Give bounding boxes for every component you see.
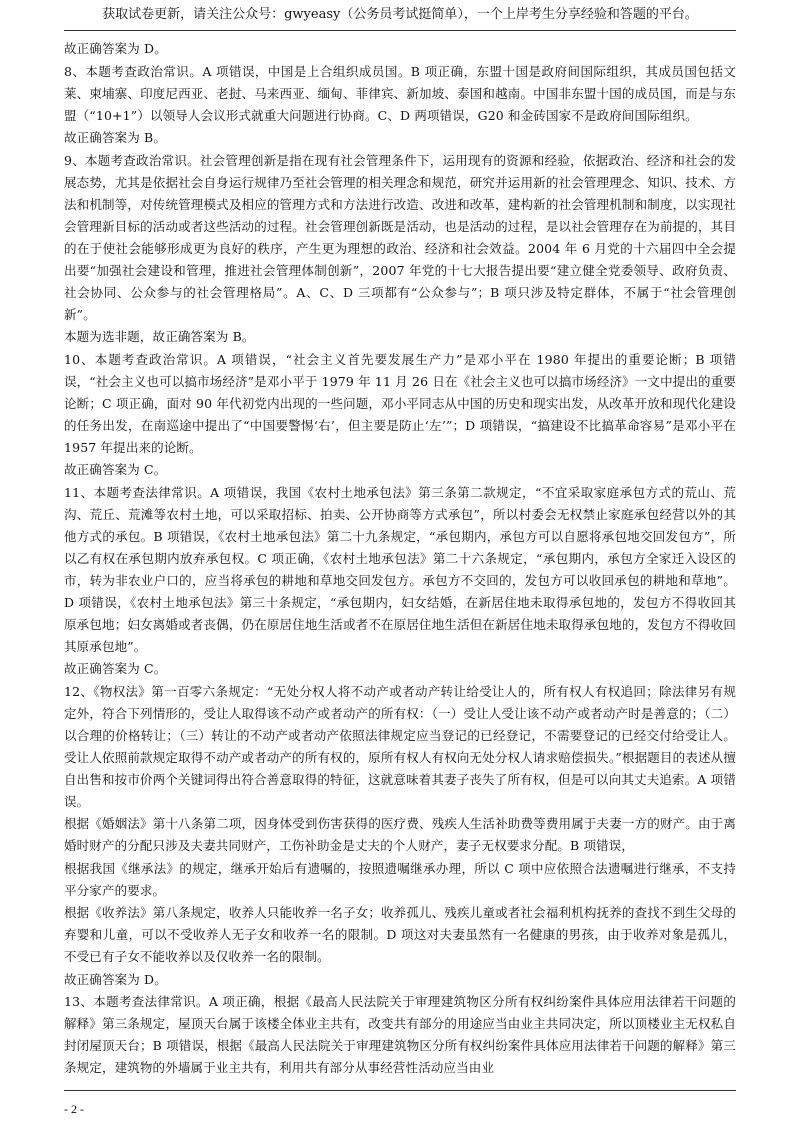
- answer-line: 故正确答案为 C。: [64, 462, 167, 477]
- explanation-paragraph: 12、《物权法》第一百零六条规定：“无处分权人将不动产或者动产转让给受让人的，所有权人有权追回；除法律另有规定外，符合下列情形的，受让人取得该不动产或者动产的所有权：（一）受让人受让该不动产或者动产时是善意的；（二）以合理的价格转让；（三）转让的不动产或者动产依照法律规定应当登记的已经登记，不需要登记的已经交付给受让人。受让人依照前款规定取得不动产或者动产的所有权的，原所有权人有权向无处分权人请求赔偿损失。”根据题目的表述从擅自出售和按市价两个关键词得出符合善意取得的特征，这就意味着其妻子丧失了所有权，但是可以向其丈夫追索。A 项错误。: [64, 683, 736, 809]
- explanation-paragraph: 根据《收养法》第八条规定，收养人只能收养一名子女；收养孤儿、残疾儿童或者社会福利机构抚养的查找不到生父母的弃婴和儿童，可以不受收养人无子女和收养一名的限制。D 项这对夫妻虽然有一名健康的男孩，由于收养对象是孤儿，不受已有子女不能收养以及仅收养一名的限制。: [64, 905, 736, 964]
- answer-line: 故正确答案为 D。: [64, 971, 167, 987]
- explanation-paragraph: 8、本题考查政治常识。A 项错误，中国是上合组织成员国。B 项正确，东盟十国是政府间国际组织，其成员国包括文莱、柬埔寨、印度尼西亚、老挝、马来西亚、缅甸、菲律宾、新加坡、泰国和越南。中国非东盟十国的成员国，而是与东盟（“10+1”）以领导人会议形式就重大问题进行协商。C、D 两项错误，G20 和金砖国家不是政府间国际组织。: [64, 63, 736, 123]
- answer-line: 本题为选非题，故正确答案为 B。: [64, 329, 255, 344]
- header-notice: 获取试卷更新，请关注公众号：gwyeasy（公务员考试挺简单），一个上岸考生分享经验和答题的平台。: [102, 7, 698, 22]
- explanation-paragraph: 13、本题考查法律常识。A 项正确，根据《最高人民法院关于审理建筑物区分所有权纠纷案件具体应用法律若干问题的解释》第三条规定，屋顶天台属于该楼全体业主共有，改变共有部分的用途应当由业主共同决定，所以顶楼业主无权私自封闭屋顶天台；B 项错误，根据《最高人民法院关于审理建筑物区分所有权纠纷案件具体应用法律若干问题的解释》第三条规定，建筑物的外墙属于业主共有，利用共有部分从事经营性活动应当由业: [64, 994, 736, 1075]
- explanation-paragraph: 11、本题考查法律常识。A 项错误，我国《农村土地承包法》第三条第二款规定，“不宜采取家庭承包方式的荒山、荒沟、荒丘、荒滩等农村土地，可以采取招标、拍卖、公开协商等方式承包”，所以村委会无权禁止家庭承包经营以外的其他方式的承包。B 项错误，《农村土地承包法》第二十九条规定，“承包期内，承包方可以自愿将承包地交回发包方”，所以乙有权在承包期内放弃承包权。C 项正确，《农村土地承包法》第二十六条规定，“承包期内，承包方全家迁入设区的市，转为非农业户口的，应当将承包的耕地和草地交回发包方。承包方不交回的，发包方可以收回承包的耕地和草地”。D 项错误，《农村土地承包法》第三十条规定，“承包期内，妇女结婚，在新居住地未取得承包地的，发包方不得收回其原承包地；妇女离婚或者丧偶，仍在原居住地生活或者不在原居住地生活但在新居住地未取得承包地的，发包方不得收回其原承包地”。: [64, 484, 736, 654]
- answer-line: 故正确答案为 D。: [64, 41, 167, 56]
- answer-line: 故正确答案为 B。: [64, 130, 167, 145]
- answer-line: 故正确答案为 C。: [64, 661, 167, 676]
- explanation-paragraph: 根据我国《继承法》的规定，继承开始后有遗嘱的，按照遗嘱继承办理，所以 C 项中应依照合法遗嘱进行继承，不支持平分家产的要求。: [64, 860, 736, 898]
- explanation-paragraph: 根据《婚姻法》第十八条第二项，因身体受到伤害获得的医疗费、残疾人生活补助费等费用属于夫妻一方的财产。由于离婚时财产的分配只涉及夫妻共同财产，工伤补助金是丈夫的个人财产，妻子无权要求分配。B 项错误，: [64, 816, 736, 853]
- page-header: [0, 0, 800, 34]
- header-divider: [64, 30, 736, 31]
- explanation-paragraph: 9、本题考查政治常识。社会管理创新是指在现有社会管理条件下，运用现有的资源和经验，依据政治、经济和社会的发展态势，尤其是依据社会自身运行规律乃至社会管理的相关理念和规范，研究并运用新的社会管理理念、知识、技术、方法和机制等，对传统管理模式及相应的管理方式和方法进行改造、改进和改革，建构新的社会管理机制和制度，以实现社会管理新目标的活动或者这些活动的过程。社会管理创新既是活动，也是活动的过程，是以社会管理存在为前提的，其目的在于使社会能够形成更为良好的秩序，产生更为理想的政治、经济和社会效益。2004 年 6 月党的十六届四中全会提出要“加强社会建设和管理，推进社会管理体制创新”，2007 年党的十七大报告提出要“建立健全党委领导、政府负责、社会协同、公众参与的社会管理格局”。A、C、D 三项都有“公众参与”；B 项只涉及特定群体，不属于“社会管理创新”。: [64, 152, 736, 322]
- answer-explanations: [64, 38, 736, 1079]
- explanation-paragraph: 10、本题考查政治常识。A 项错误，“社会主义首先要发展生产力”是邓小平在 1980 年提出的重要论断；B 项错误，“社会主义也可以搞市场经济”是邓小平于 1979 年 11 月 26 日在《社会主义也可以搞市场经济》一文中提出的重要论断；C 项正确，面对 90 年代初党内出现的一些问题，邓小平同志从中国的历史和现实出发，从改革开放和现代化建设的任务出发，在南巡途中提出了“中国要警惕‘右’，但主要是防止‘左’”；D 项错误，“搞建设不比搞革命容易”是邓小平在 1957 年提出来的论断。: [64, 351, 736, 455]
- footer-divider: [64, 1090, 736, 1091]
- page-number: - 2 -: [64, 1102, 84, 1116]
